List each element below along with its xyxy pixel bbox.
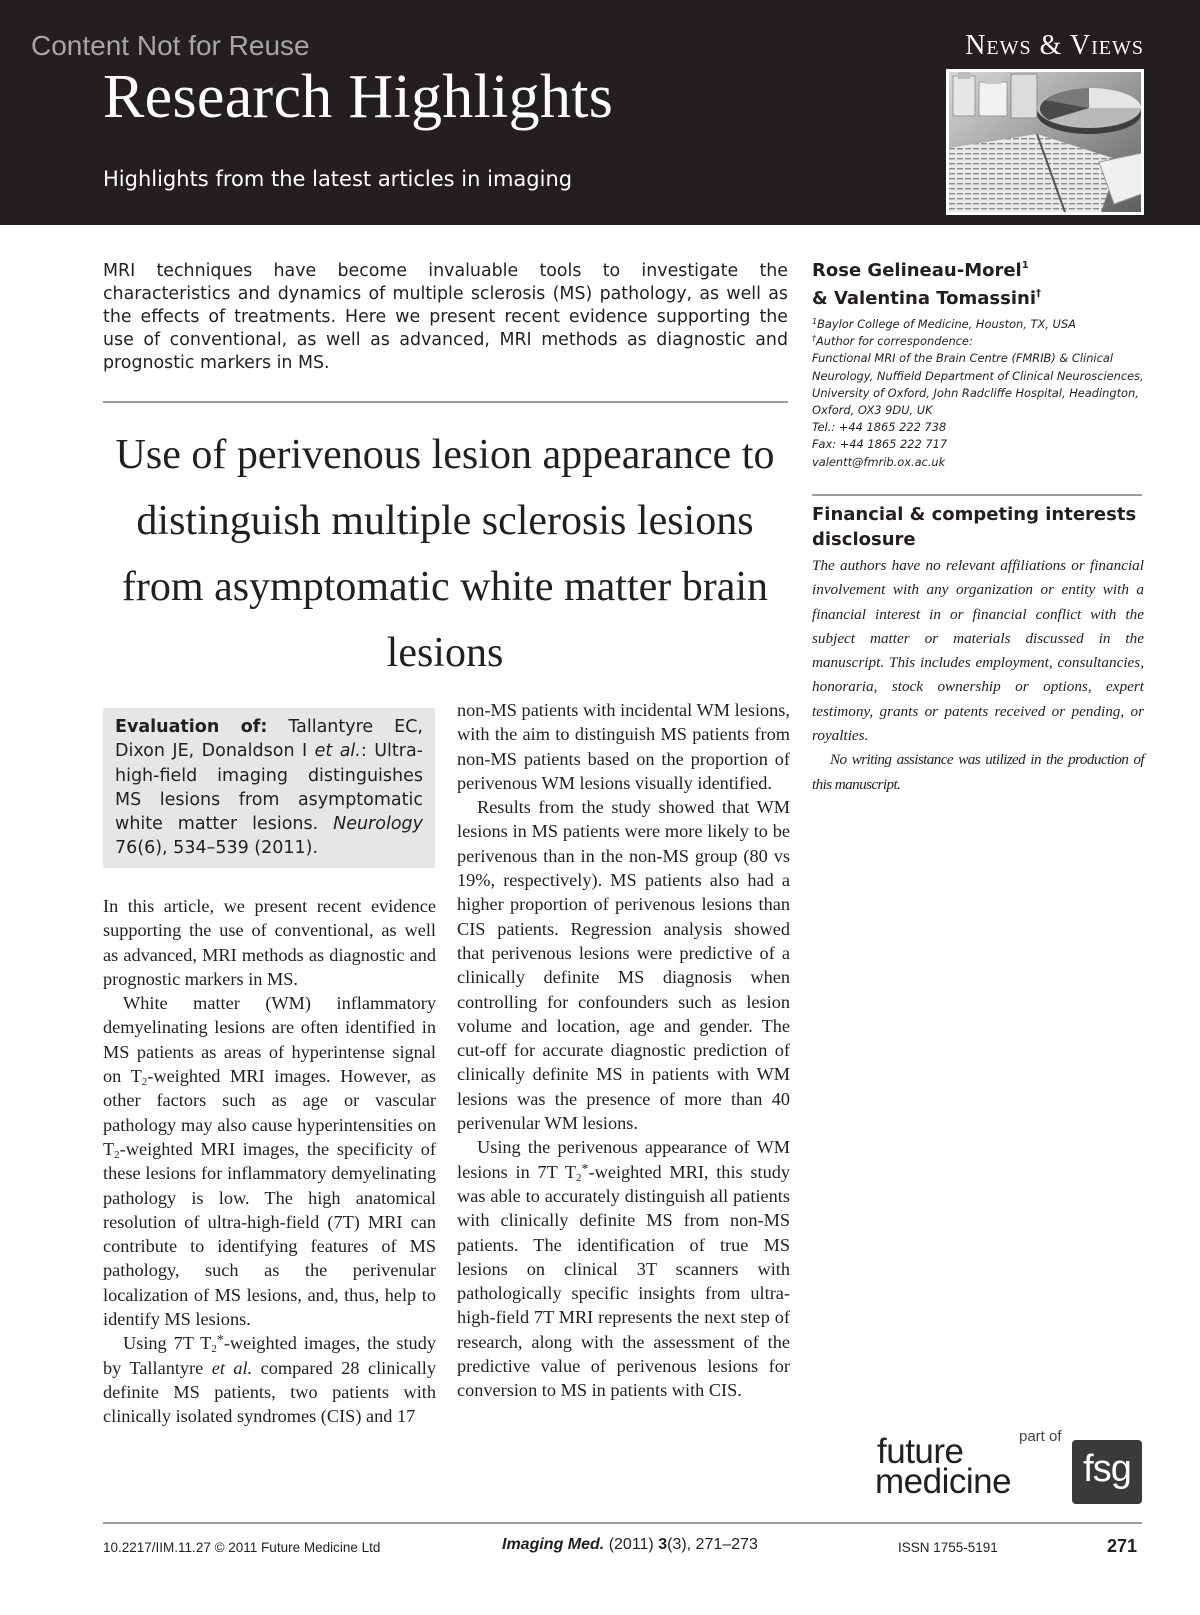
etal-text: et al. (211, 1357, 253, 1378)
footer-divider (103, 1522, 1142, 1524)
text-run: compared 28 clinically definite MS patients, two patients with clinically isolated syndromes (CIS) and 17 (103, 1357, 436, 1427)
sidebar-divider (812, 494, 1142, 496)
evaluation-title: : Ultra-high-field imaging distinguishes MS lesions from asymptomatic white matter lesions. (115, 741, 423, 835)
abstract: MRI techniques have become invaluable tools to investigate the characteristics and dynamics of multiple sclerosis (MS) pathology, as well as the effects of treatments. Here we present recent evidence supporting the use of conventional, as well as advanced, MRI methods as diagnostic and prognostic markers in MS. (103, 261, 788, 373)
address: Functional MRI of the Brain Centre (FMRIB) & Clinical Neurology, Nuffield Department of Clinical Neurosciences, University of Oxford, John Radcliffe Hospital, Headington, Oxford, OX3 9DU, UK (812, 351, 1144, 418)
text-run: -weighted images, the study by Tallantyre (103, 1333, 436, 1378)
body-column-left (103, 894, 436, 1429)
body-paragraph (103, 991, 436, 1331)
text-run: Using the perivenous appearance of WM lesions in 7T T (457, 1137, 790, 1182)
superscript: * (216, 1333, 224, 1349)
page-title: Research Highlights (103, 63, 614, 131)
body-paragraph: In this article, we present recent evidence supporting the use of conventional, as well as advanced, MRI methods as diagnostic and prognostic markers in MS. (103, 896, 436, 989)
header-band (0, 0, 1200, 225)
body-paragraph-continued: non-MS patients with incidental WM lesions, with the aim to distinguish MS patients from non-MS patients based on the proportion of perivenous WM lesions visually identified. (457, 700, 790, 793)
author-name: Rose Gelineau-Morel (812, 260, 1022, 281)
text-run: -weighted MRI, this study was able to accurately distinguish all patients with clinically definite MS from non-MS patients. The identification of true MS lesions on clinical 3T scanners with pathologically specific insights from ultra-high-field 7T MRI represents the next step of research, along with the assessment of the predictive value of perivenous lesions for conversion to MS in patients with CIS. (457, 1161, 790, 1401)
journal-year: (2011) (608, 1536, 654, 1553)
header-illustration (946, 69, 1144, 215)
text-run: White matter (WM) inflammatory demyelinating lesions are often identified in MS patients as areas of hyperintense signal on T (103, 993, 436, 1087)
text-run: -weighted MRI images, the specificity of these lesions for inflammatory demyelinating pathology is low. The high anatomical resolution of ultra-high-field (7T) MRI can contribute to identifying features of MS pathology, such as the perivenular localization of MS lesions, and, thus, help to identify MS lesions. (103, 1138, 436, 1330)
disclosure-text: The authors have no relevant affiliations or financial involvement with any organization or entity with a financial interest in or financial conflict with the subject matter or materials discussed in the manuscript. This includes employment, consultancies, honoraria, stock ownership or options, expert testimony, grants or patents received or pending, or royalties. (812, 557, 1144, 745)
evaluation-journal: Neurology (333, 814, 423, 835)
abstract-divider (103, 401, 788, 403)
subscript: 2 (141, 1076, 148, 1089)
logo-word-medicine: medicine (875, 1462, 1012, 1501)
article-title: Use of perivenous lesion appearance to distinguish multiple sclerosis lesions from asymptomatic white matter brain lesions (115, 432, 775, 676)
journal-issue-pages: (3), 271–273 (667, 1536, 758, 1553)
body-paragraph (103, 1331, 436, 1428)
watermark: Content Not for Reuse (31, 30, 310, 61)
subscript: 2 (114, 1148, 120, 1161)
author-line (812, 257, 1142, 285)
evaluation-box (103, 708, 435, 868)
footer-doi: 10.2217/IIM.11.27 © 2011 Future Medicine Ltd (103, 1540, 381, 1555)
author-line (812, 285, 1142, 313)
writing-assistance: No writing assistance was utilized in the production of this manuscript. (812, 751, 1144, 793)
affiliation-mark: † (812, 334, 816, 344)
evaluation-label: Evaluation of: (115, 717, 268, 737)
email: valentt@fmrib.ox.ac.uk (812, 454, 946, 469)
correspondence-label: Author for correspondence: (816, 334, 973, 349)
affiliation-text: Baylor College of Medicine, Houston, TX, USA (817, 317, 1076, 331)
author-block (812, 257, 1142, 313)
body-column-right (457, 698, 790, 1403)
footer-issn: ISSN 1755-5191 (898, 1540, 998, 1555)
section-label: News & Views (965, 30, 1144, 61)
subscript: 2 (576, 1171, 582, 1184)
evaluation-authors: Tallantyre EC, Dixon JE, Donaldson I (115, 717, 423, 762)
evaluation-etal: et al. (314, 741, 361, 762)
subscript: 2 (211, 1343, 217, 1356)
affiliations (812, 316, 1147, 471)
disclosure-body (812, 554, 1144, 797)
fax: Fax: +44 1865 222 717 (812, 437, 948, 452)
telephone: Tel.: +44 1865 222 738 (812, 420, 947, 435)
affiliation-line (812, 316, 1147, 333)
footer-journal (502, 1536, 758, 1554)
page-subtitle: Highlights from the latest articles in imaging (103, 167, 573, 191)
journal-pie-chart-illustration (949, 72, 1144, 215)
correspondence-line (812, 333, 1147, 350)
author-name: & Valentina Tomassini (812, 288, 1036, 309)
journal-name: Imaging Med. (502, 1536, 605, 1553)
text-run: -weighted MRI images. However, as other factors such as age or vascular pathology may also cause hyperintensities on T (103, 1066, 436, 1159)
logo-part-of: part of (1019, 1428, 1062, 1445)
superscript: * (581, 1161, 589, 1177)
future-medicine-logo (875, 1428, 1065, 1508)
affiliation-mark: 1 (812, 317, 818, 326)
fsg-logo: fsg (1072, 1440, 1142, 1504)
logo-word-future: future (877, 1432, 964, 1471)
journal-volume: 3 (658, 1536, 668, 1553)
page-number: 271 (1107, 1536, 1138, 1556)
text-run: Using 7T T (123, 1333, 212, 1354)
disclosure-heading: Financial & competing interests disclosure (812, 504, 1137, 550)
body-paragraph (457, 1135, 790, 1402)
evaluation-citation: 76(6), 534–539 (2011). (115, 838, 319, 859)
body-paragraph: Results from the study showed that WM lesions in MS patients were more likely to be perivenous than in the non-MS group (80 vs 19%, respectively). MS patients also had a higher proportion of perivenous lesions than CIS patients. Regression analysis showed that perivenous lesions were predictive of a clinically definite MS diagnosis when controlling for confounders such as lesion volume and location, age and gender. The cut-off for accurate diagnostic prediction of clinically definite MS in patients with WM lesions was the presence of more than 40 perivenular WM lesions. (457, 797, 790, 1134)
author-mark: 1 (1021, 260, 1029, 271)
author-mark: † (1036, 288, 1041, 299)
